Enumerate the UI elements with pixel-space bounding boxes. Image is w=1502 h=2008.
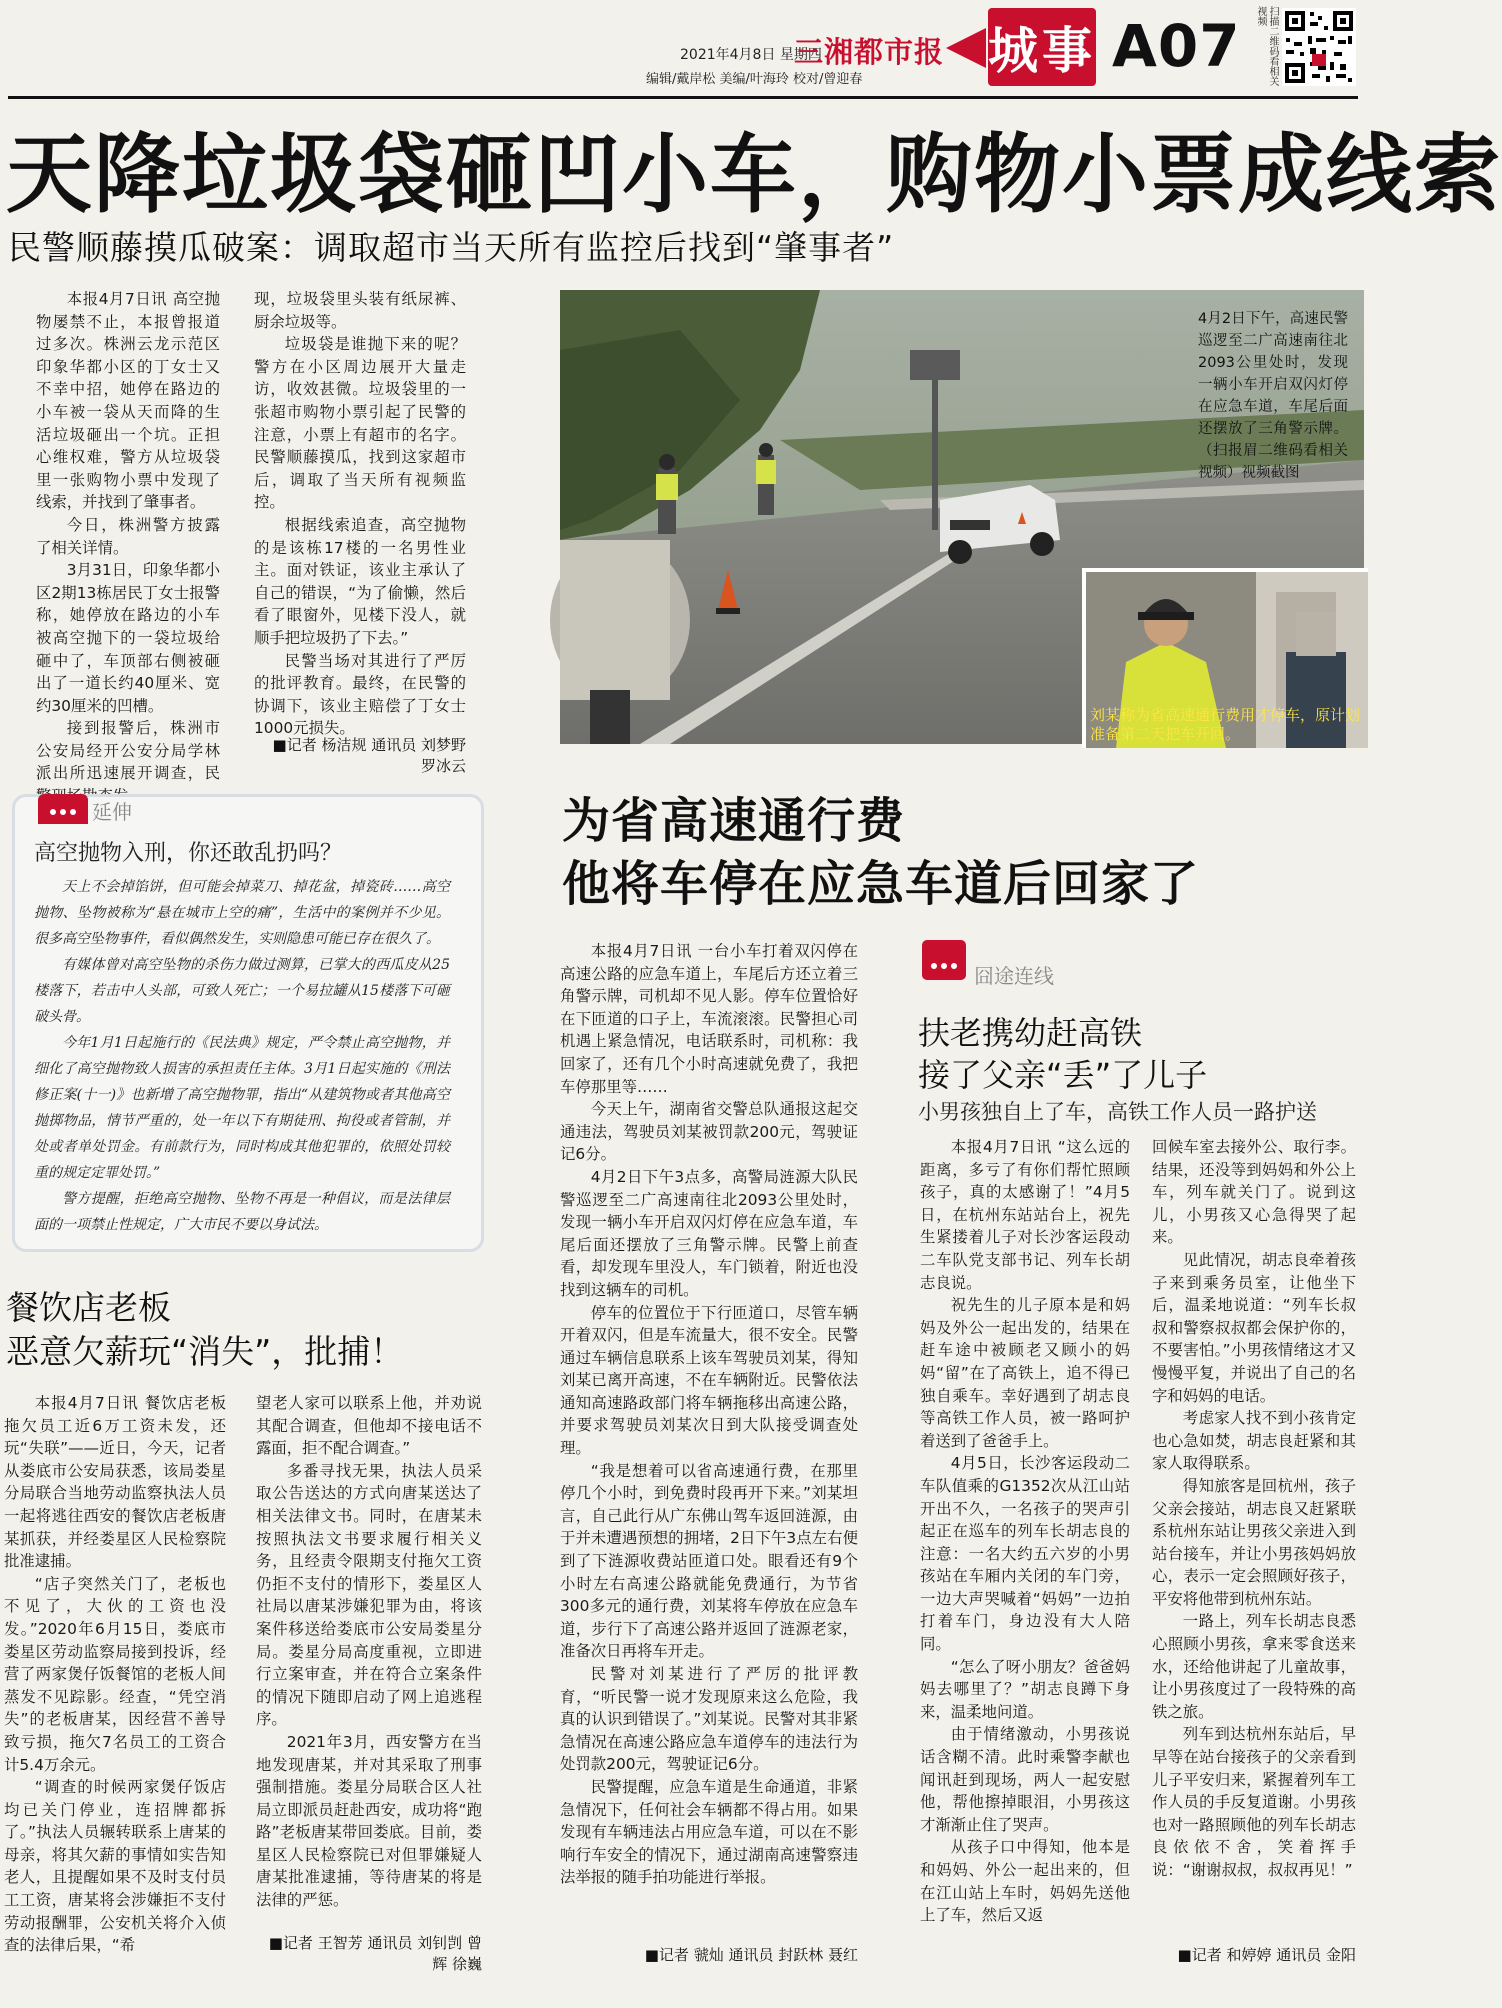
story4-para: 从孩子口中得知，他本是和妈妈、外公一起出来的，但在江山站上车时，妈妈先送他上了车，然后又返 bbox=[920, 1838, 1130, 1925]
story3-col2 bbox=[256, 1392, 482, 1932]
story1-para: 垃圾袋是谁抛下来的呢？警方在小区周边展开大量走访，收效甚微。垃圾袋里的一张超市购物小票引起了民警的注意，小票上有超市的名字。民警顺藤摸瓜，找到这家超市后，调取了当天所有视频监控。 bbox=[254, 335, 466, 512]
story2-para: 4月2日下午3点多，高警局涟源大队民警巡逻至二广高速南往北2093公里处时，发现一辆小车开启双闪灯停在应急车道，车尾后面还摆放了三角警示牌。民警上前查看，却发现车里没人，车门锁着，附近也没找到这辆车的司机。 bbox=[560, 1167, 858, 1299]
story2-headline bbox=[562, 790, 1199, 916]
newspaper-logo: 三湘都市报 bbox=[794, 35, 945, 69]
story2-para: 民警提醒，应急车道是生命通道，非紧急情况下，任何社会车辆都不得占用。如果发现有车辆违法占用应急车道，可以在不影响行车安全的情况下，通过湖南高速警察违法举报的随手拍功能进行举报。 bbox=[560, 1777, 858, 1887]
extension-para: 有媒体曾对高空坠物的杀伤力做过测算，已掌大的西瓜皮从25楼落下，若击中人头部，可致人死亡；一个易拉罐从15楼落下可砸破头骨。 bbox=[34, 957, 450, 1025]
story4-para: 列车到达杭州东站后，早早等在站台接孩子的父亲看到儿子平安归来，紧握着列车工作人员的手反复道谢。小男孩也对一路照顾他的列车长胡志良依依不舍，笑着挥手说：“谢谢叔叔，叔叔再见！” bbox=[1152, 1725, 1356, 1879]
story1-para: 民警当场对其进行了严厉的批评教育。最终，在民警的协调下，该业主赔偿了丁女士1000元损失。 bbox=[254, 651, 466, 738]
story1-col2 bbox=[254, 288, 466, 754]
story2-para: 停车的位置位于下行匝道口，尽管车辆开着双闪，但是车流量大，很不安全。民警通过车辆信息联系上该车驾驶员刘某，得知刘某已离开高速，不在车辆附近。民警依法通知高速路政部门将车辆拖移出高速公路，并要求驾驶员刘某次日到大队接受调查处理。 bbox=[560, 1303, 858, 1458]
story1-subhead: 民警顺藤摸瓜破案：调取超市当天所有监控后找到“肇事者” bbox=[8, 228, 895, 267]
story4-byline: ■记者 和婷婷 通讯员 金阳 bbox=[1177, 1946, 1356, 1964]
story4-para: 由于情绪激动，小男孩说话含糊不清。此时乘警李献也闻讯赶到现场，两人一起安慰他，帮他擦掉眼泪，小男孩这才渐渐止住了哭声。 bbox=[920, 1725, 1130, 1834]
photo-caption: 4月2日下午，高速民警巡逻至二广高速南往北2093公里处时，发现一辆小车开启双闪灯停在应急车道，车尾后面还摆放了三角警示牌。（扫报眉二维码看相关视频）视频截图 bbox=[1198, 311, 1348, 481]
extension-body bbox=[34, 874, 450, 1238]
issue-date: 2021年4月8日 星期四 bbox=[680, 47, 822, 63]
story4-para: 本报4月7日讯 “这么远的距离，多亏了有你们帮忙照顾孩子，真的太感谢了！”4月5日，在杭州东站站台上，祝先生紧搂着儿子对长沙客运段动二车队党支部书记、列车长胡志良说。 bbox=[920, 1138, 1130, 1292]
story4-headline-line1: 扶老携幼赶高铁 bbox=[918, 1014, 1143, 1052]
story3-para: 多番寻找无果，执法人员采取公告送达的方式向唐某送达了相关法律文书。同时，在唐某未按照执法文书要求履行相关义务，且经责令限期支付拖欠工资仍拒不支付的情形下，娄星区人社局以唐某涉嫌犯罪为由，将该案件移送给娄底市公安局娄星分局。娄星分局高度重视，立即进行立案审查，并在符合立案条件的情况下随即启动了网上追逃程序。 bbox=[256, 1461, 482, 1729]
story1-para: 3月31日，印象华都小区2期13栋居民丁女士报警称，她停放在路边的小车被高空抛下的一袋垃圾给砸中了，车顶部右侧被砸出了一道长约40厘米、宽约30厘米的凹槽。 bbox=[36, 561, 220, 715]
story1-para: 本报4月7日讯 高空抛物屡禁不止，本报曾报道过多次。株洲云龙示范区印象华都小区的丁女士又不幸中招，她停在路边的小车被一袋从天而降的生活垃圾砸出一个坑。正担心维权难，警方从垃圾袋里一张购物小票中发现了线索，并找到了肇事者。 bbox=[36, 290, 220, 512]
story4-para: “怎么了呀小朋友？爸爸妈妈去哪里了？”胡志良蹲下身来，温柔地问道。 bbox=[920, 1657, 1130, 1721]
story3-headline-line1: 餐饮店老板 bbox=[6, 1288, 171, 1327]
story2-para: 民警对刘某进行了严厉的批评教育，“听民警一说才发现原来这么危险，我真的认识到错误了。”刘某说。民警对其非紧急情况在高速公路应急车道停车的违法行为处罚款200元，驾驶证记6分。 bbox=[560, 1665, 858, 1774]
extension-para: 今年1月1日起施行的《民法典》规定，严令禁止高空抛物，并细化了高空抛物致人损害的承担责任主体。3月1日起实施的《刑法修正案(十一)》也新增了高空抛物罪，指出“从建筑物或者其他高空抛掷物品，情节严重的，处一年以下有期徒刑、拘役或者管制，并处或者单处罚金。有前款行为，同时构成其他犯罪的，依照处罚较重的规定定罪处罚。” bbox=[34, 1035, 450, 1181]
story3-headline-line2: 恶意欠薪玩“消失”，批捕！ bbox=[6, 1332, 404, 1371]
qr-note: 扫描二维码看相关视频 bbox=[1255, 6, 1278, 86]
road-tag: 囧途连线 bbox=[974, 964, 1054, 988]
story1-para: 根据线索追查，高空抛物的是该栋17楼的一名男性业主。面对铁证，该业主承认了自己的错误，“为了偷懒，然后看了眼窗外，见楼下没人，就顺手把垃圾扔了下去。” bbox=[254, 515, 466, 647]
story1-col1 bbox=[36, 288, 220, 783]
story2-para: 本报4月7日讯 一台小车打着双闪停在高速公路的应急车道上，车尾后方还立着三角警示牌，司机却不见人影。停车位置恰好在下匝道的口子上，车流滚滚。民警担心司机遇上紧急情况，电话联系时，司机称：我回家了，还有几个小时高速就免费了，我把车停那里等…… bbox=[560, 942, 858, 1096]
story4-para: 一路上，列车长胡志良悉心照顾小男孩，拿来零食送来水，还给他讲起了儿童故事，让小男孩度过了一段特殊的高铁之旅。 bbox=[1152, 1612, 1356, 1721]
story1-byline: ■记者 杨洁规 通讯员 刘梦野 罗冰云 bbox=[272, 736, 466, 775]
story4-para: 见此情况，胡志良牵着孩子来到乘务员室，让他坐下后，温柔地说道：“列车长叔叔和警察叔叔都会保护你的，不要害怕。”小男孩情绪这才又慢慢平复，并说出了自己的名字和妈妈的电话。 bbox=[1152, 1250, 1356, 1405]
story4-para: 回候车室去接外公、取行李。结果，还没等到妈妈和外公上车，列车就关门了。说到这儿，小男孩又心急得哭了起来。 bbox=[1152, 1138, 1356, 1247]
road-tag-icon bbox=[922, 940, 966, 980]
story4-para: 得知旅客是回杭州，孩子父亲会接站，胡志良又赶紧联系杭州东站让男孩父亲进入到站台接车，并让小男孩妈妈放心，表示一定会照顾好孩子，平安将他带到杭州东站。 bbox=[1152, 1476, 1356, 1608]
story2-body bbox=[560, 940, 858, 1940]
story2-para: 今天上午，湖南省交警总队通报这起交通违法，驾驶员刘某被罚款200元，驾驶证记6分。 bbox=[560, 1100, 858, 1164]
story3-headline bbox=[6, 1286, 403, 1374]
editors-line: 编辑/戴岸松 美编/叶海玲 校对/曾迎春 bbox=[646, 72, 863, 87]
masthead-rule bbox=[8, 96, 1358, 99]
extension-icon bbox=[38, 794, 88, 824]
story1-headline: 天降垃圾袋砸凹小车，购物小票成线索 bbox=[6, 125, 1502, 225]
story3-para: “调查的时候两家煲仔饭店均已关门停业，连招牌都拆了。”执法人员辗转联系上唐某的母亲，将其欠薪的事情如实告知老人，且提醒如果不及时支付员工工资，唐某将会涉嫌拒不支付劳动报酬罪，公安机关将介入侦查的法律后果，“希 bbox=[4, 1778, 226, 1955]
extension-tag: 延伸 bbox=[92, 800, 132, 824]
story4-para: 考虑家人找不到小孩肯定也心急如焚，胡志良赶紧和其家人取得联系。 bbox=[1152, 1409, 1356, 1473]
story2-headline-line2: 他将车停在应急车道后回家了 bbox=[562, 856, 1200, 912]
story3-para: 本报4月7日讯 餐饮店老板拖欠员工近6万工资未发，还玩“失联”——近日，今天，记者从娄底市公安局获悉，该局娄星分局联合当地劳动监察执法人员一起将逃往西安的餐饮店老板唐某抓获，并经娄星区人民检察院批准逮捕。 bbox=[4, 1394, 226, 1571]
page-number: A07 bbox=[1112, 12, 1241, 80]
section-tag-arrow bbox=[946, 28, 986, 68]
section-tag: 城事 bbox=[988, 8, 1096, 86]
story1-para: 现，垃圾袋里头装有纸尿裤、厨余垃圾等。 bbox=[254, 290, 466, 331]
story4-col1 bbox=[920, 1136, 1130, 1976]
story2-byline: ■记者 虢灿 通讯员 封跃林 聂红 bbox=[644, 1946, 858, 1964]
story4-col2 bbox=[1152, 1136, 1356, 1936]
story3-para: “店子突然关门了，老板也不见了，大伙的工资也没发。”2020年6月15日，娄底市娄星区劳动监察局接到投诉，经营了两家煲仔饭餐馆的老板人间蒸发不见踪影。经查，“凭空消失”的老板唐某，因经营不善导致亏损，拖欠7名员工的工资合计5.4万余元。 bbox=[4, 1574, 226, 1774]
story3-para: 望老人家可以联系上他，并劝说其配合调查，但他却不接电话不露面，拒不配合调查。” bbox=[256, 1394, 482, 1458]
extension-para: 天上不会掉馅饼，但可能会掉菜刀、掉花盆，掉瓷砖……高空抛物、坠物被称为“悬在城市上空的痛”，生活中的案例并不少见。很多高空坠物事件，看似偶然发生，实则隐患可能已存在很久了。 bbox=[34, 879, 450, 947]
story1-para: 今日，株洲警方披露了相关详情。 bbox=[36, 515, 220, 557]
extension-para: 警方提醒，拒绝高空抛物、坠物不再是一种倡议，而是法律层面的一项禁止性规定，广大市民不要以身试法。 bbox=[34, 1191, 450, 1233]
story3-byline: ■记者 王智芳 通讯员 刘钊剀 曾辉 徐巍 bbox=[268, 1934, 482, 1973]
story4-headline-line2: 接了父亲“丢”了儿子 bbox=[918, 1056, 1208, 1094]
story4-subhead: 小男孩独自上了车，高铁工作人员一路护送 bbox=[918, 1100, 1317, 1124]
story1-para: 接到报警后，株洲市公安局经开公安分局学林派出所迅速展开调查，民 bbox=[36, 719, 220, 783]
story4-para: 祝先生的儿子原本是和妈妈及外公一起出发的，结果在赶车途中被顾老又顾小的妈妈“留”在了高铁上，追不得已独自乘车。幸好遇到了胡志良等高铁工作人员，被一路呵护着送到了爸爸手上。 bbox=[920, 1296, 1130, 1450]
extension-title: 高空抛物入刑，你还敢乱扔吗？ bbox=[34, 841, 343, 866]
inset-photo bbox=[1082, 568, 1368, 748]
story3-col1 bbox=[4, 1392, 226, 1970]
story4-headline bbox=[918, 1012, 1207, 1096]
story3-para: 2021年3月，西安警方在当地发现唐某，并对其采取了刑事强制措施。娄星分局联合区人社局立即派员赶赴西安，成功将“跑路”老板唐某带回娄底。目前，娄星区人民检察院已对但罪嫌疑人唐某批准逮捕，等待唐某的将是法律的严惩。 bbox=[256, 1732, 482, 1910]
story2-para: “我是想着可以省高速通行费，在那里停几个小时，到免费时段再开下来。”刘某坦言，自己此行从广东佛山驾车返回涟源，由于并未遭遇预想的拥堵，2日下午3点左右便到了下涟源收费站匝道口处。眼看还有9个小时左右高速公路就能免费通行，为节省300多元的通行费，刘某将车停放在应急车道，步行下了高速公路并返回了涟源老家，准备次日再将车开走。 bbox=[560, 1461, 858, 1661]
qr-code-icon[interactable] bbox=[1282, 8, 1356, 86]
story4-para: 4月5日，长沙客运段动二车队值乘的G1352次从江山站开出不久，一名孩子的哭声引起正在巡车的列车长胡志良的注意：一名大约五六岁的小男孩站在车厢内关闭的车门旁，一边大声哭喊着“妈妈”一边拍打着车门，身边没有大人陪同。 bbox=[920, 1454, 1130, 1654]
story2-headline-line1: 为省高速通行费 bbox=[562, 793, 906, 849]
inset-caption: 刘某称为省高速通行费用才停车，原计划准备第二天把车开回。 bbox=[1090, 706, 1361, 743]
